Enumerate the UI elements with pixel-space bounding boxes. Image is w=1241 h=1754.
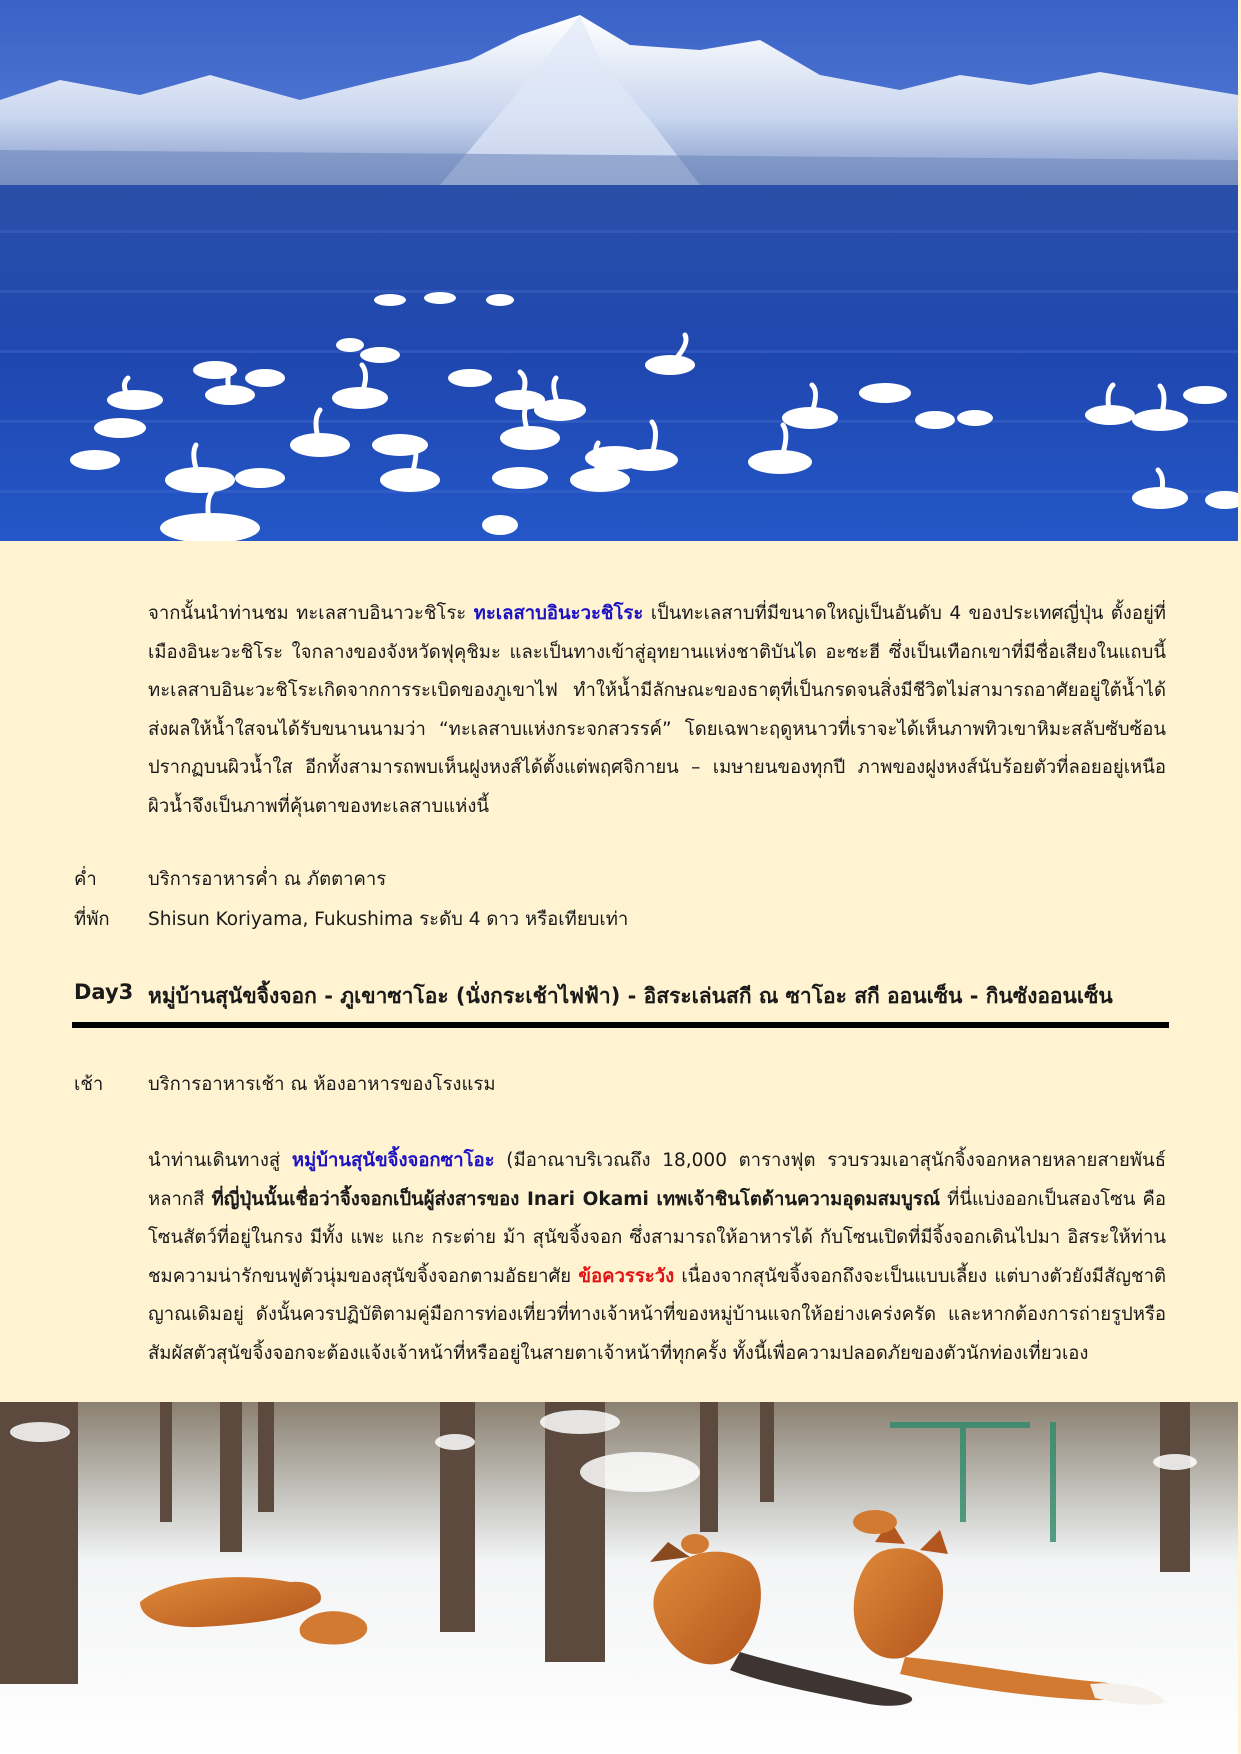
day3-title: หมู่บ้านสุนัขจิ้งจอก - ภูเขาซาโอะ (นั่งกระเช้าไฟฟ้า) - อิสระเล่นสกี ณ ซาโอะ สกี ออนเซ็น - กินซังออนเซ็น: [148, 984, 1113, 1008]
fox-zones-text: ที่นี่แบ่งออกเป็นสองโซน คือโซนสัตว์ที่อยู่ในกรง มีทั้ง แพะ แกะ กระต่าย ม้า สุนัขจิ้งจอก ซึ่งสามารถให้อาหารได้ กับโซนเปิดที่มีจิ้งจอกเดินไปมา อิสระให้ท่านชมความน่ารักขนฟูตัวนุ่มของสุนัขจิ้งจอกตามอัธยาศัย: [148, 1188, 1167, 1287]
hotel-value: Shisun Koriyama, Fukushima ระดับ 4 ดาว หรือเทียบเท่า: [148, 909, 629, 930]
lake-name-highlight: ทะเลสาบอินะวะชิโระ: [473, 603, 644, 624]
dinner-label: ค่ำ: [74, 869, 97, 890]
day3-divider: [72, 1022, 1169, 1028]
day3-label: Day3: [74, 980, 134, 1004]
warning-highlight: ข้อควรระวัง: [578, 1265, 675, 1287]
lake-swans-photo: [0, 0, 1238, 541]
breakfast-value: บริการอาหารเช้า ณ ห้องอาหารของโรงแรม: [148, 1074, 496, 1095]
fox-village-name-highlight: หมู่บ้านสุนัขจิ้งจอกซาโอะ: [291, 1150, 495, 1171]
foxes-snow-photo: [0, 1402, 1238, 1754]
breakfast-label: เช้า: [74, 1074, 104, 1095]
lake-description: [148, 595, 1166, 826]
fox-belief-bold: ที่ญี่ปุ่นนั้นเชื่อว่าจิ้งจอกเป็นผู้ส่งสารของ Inari Okami เทพเจ้าชินโตด้านความอุดมสมบูรณ์: [211, 1188, 940, 1210]
dinner-value: บริการอาหารค่ำ ณ ภัตตาคาร: [148, 869, 387, 890]
fox-warning-text: เนื่องจากสุนัขจิ้งจอกถึงจะเป็นแบบเลี้ยง แต่บางตัวยังมีสัญชาติญาณเดิมอยู่ ดังนั้นควรปฏิบัติตามคู่มือการท่องเที่ยวที่ทางเจ้าหน้าที่ของหมู่บ้านแจกให้อย่างเคร่งครัด และหากต้องการถ่ายรูปหรือสัมผัสตัวสุนัขจิ้งจอกจะต้องแจ้งเจ้าหน้าที่หรืออยู่ในสายตาเจ้าหน้าที่ทุกครั้ง ทั้งนี้เพื่อความปลอดภัยของตัวนักท่องเที่ยวเอง: [148, 1265, 1166, 1364]
hotel-label: ที่พัก: [74, 909, 110, 930]
intro-lead-text: จากนั้นนำท่านชม ทะเลสาบอินาวะชิโระ: [148, 603, 474, 624]
fox-lead-text: นำท่านเดินทางสู่: [148, 1150, 292, 1171]
intro-body-text: เป็นทะเลสาบที่มีขนาดใหญ่เป็นอันดับ 4 ของประเทศญี่ปุ่น ตั้งอยู่ที่เมืองอินะวะชิโระ ใจกลางของจังหวัดฟุคุชิมะ และเป็นทางเข้าสู่อุทยานแห่งชาติบันได อะซะฮี ซึ่งเป็นเทือกเขาที่มีชื่อเสียงในแถบนี้ ทะเลสาบอินะวะชิโระเกิดจากการระเบิดของภูเขาไฟ ทำให้น้ำมีลักษณะของธาตุที่เป็นกรดจนสิ่งมีชีวิตไม่สามารถอาศัยอยู่ใต้น้ำได้ ส่งผลให้น้ำใสจนได้รับขนานนามว่า “ทะเลสาบแห่งกระจกสวรรค์” โดยเฉพาะฤดูหนาวที่เราจะได้เห็นภาพทิวเขาหิมะสลับซับซ้อนปรากฏบนผิวน้ำใส อีกทั้งสามารถพบเห็นฝูงหงส์ได้ตั้งแต่พฤศจิกายน – เมษายนของทุกปี ภาพของฝูงหงส์นับร้อยตัวที่ลอยอยู่เหนือผิวน้ำจึงเป็นภาพที่คุ้นตาของทะเลสาบแห่งนี้: [148, 603, 1166, 817]
fox-village-description: [148, 1142, 1166, 1373]
fox-details-text: (มีอาณาบริเวณถึง 18,000 ตารางฟุต รวบรวมเอาสุนักจิ้งจอกหลายหลายสายพันธ์ หลากสี: [148, 1150, 1166, 1210]
